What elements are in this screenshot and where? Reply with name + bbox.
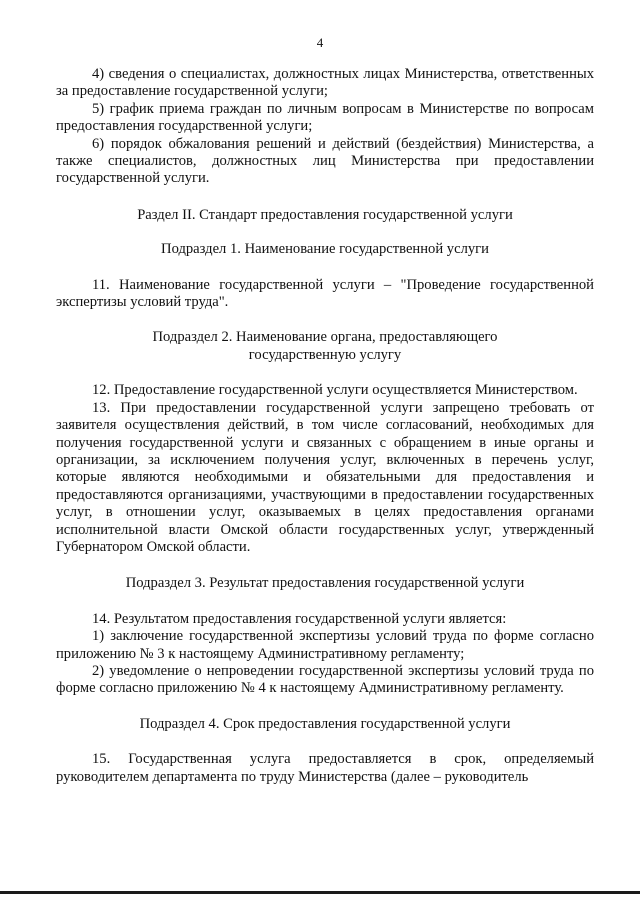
subsection-heading-3: Подраздел 3. Результат предоставления государственной услуги (125, 575, 525, 592)
list-item-6: 6) порядок обжалования решений и действий (бездействия) Министерства, а также специалистов, должностных лиц Министерства при предоставлении государственной услуги. (56, 135, 594, 187)
subsection-heading-1: Подраздел 1. Наименование государственной услуги (161, 241, 489, 258)
paragraph-14-item-1: 1) заключение государственной экспертизы условий труда по форме согласно приложению № 3 к настоящему Административному регламенту; (56, 628, 594, 662)
scan-edge-line (0, 891, 640, 894)
paragraph-14-item-2: 2) уведомление о непроведении государственной экспертизы условий труда по форме согласно приложению № 4 к настоящему Административному регламенту. (56, 662, 594, 697)
list-item-5: 5) график приема граждан по личным вопросам в Министерстве по вопросам предоставления государственной услуги; (56, 100, 594, 135)
subsection-heading-4: Подраздел 4. Срок предоставления государственной услуги (139, 715, 511, 732)
paragraph-13: 13. При предоставлении государственной услуги запрещено требовать от заявителя осуществления действий, в том числе согласований, необходимых для получения государственной услуги и связанных с обращением в иные органы и организации, за исключением получения услуг, включенных в перечень услуг, которые являются необходимыми и обязательными для предоставления и предоставляются организациями, участвующими в предоставлении государственных услуг, в отношении услуг, оказываемых в целях предоставления органами исполнительной власти Омской области государственных услуг, утвержденный Губернатором Омской области. (56, 399, 594, 555)
paragraph-14: 14. Результатом предоставления государственной услуги является: (92, 610, 507, 627)
subsection-heading-2-line-1: Подраздел 2. Наименование органа, предоставляющего (152, 329, 498, 346)
paragraph-11: 11. Наименование государственной услуги – "Проведение государственной экспертизы условий труда". (56, 276, 594, 311)
page-number: 4 (316, 35, 324, 50)
paragraph-15: 15. Государственная услуга предоставляется в срок, определяемый руководителем департамента по труду Министерства (далее – руководитель (56, 751, 594, 785)
document-body (56, 66, 594, 786)
section-heading: Раздел II. Стандарт предоставления государственной услуги (137, 206, 513, 223)
paragraph-12: 12. Предоставление государственной услуги осуществляется Министерством. (92, 382, 578, 399)
list-item-4: 4) сведения о специалистах, должностных лицах Министерства, ответственных за предоставление государственной услуги; (56, 66, 594, 100)
subsection-heading-2-line-2: государственную услугу (248, 346, 402, 363)
